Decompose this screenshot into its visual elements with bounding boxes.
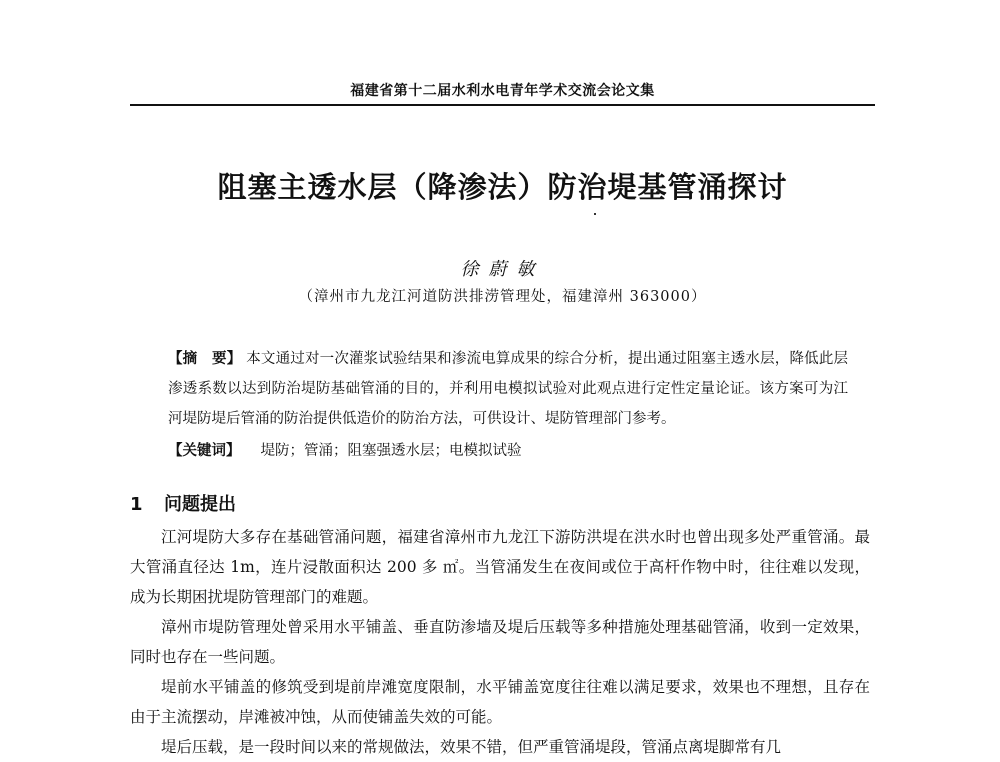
paragraph: 堤后压载，是一段时间以来的常规做法，效果不错，但严重管涌堤段，管涌点离堤脚常有几	[161, 738, 782, 756]
author-name: 徐蔚敏	[460, 259, 545, 280]
running-header: 福建省第十二届水利水电青年学术交流会论文集	[350, 83, 655, 99]
abstract-text: 本文通过对一次灌浆试验结果和渗流电算成果的综合分析，提出通过阻塞主透水层，降低此层渗透系数以达到防治堤防基础管涌的目的，并利用电模拟试验对此观点进行定性定量论证。该方案可为江河堤防堤后管涌的防治提供低造价的防治方法，可供设计、堤防管理部门参考。	[168, 351, 849, 427]
paragraph: 堤前水平铺盖的修筑受到堤前岸滩宽度限制，水平铺盖宽度往往难以满足要求，效果也不理想，且存在由于主流摆动，岸滩被冲蚀，从而使铺盖失效的可能。	[130, 678, 870, 726]
section-heading	[130, 490, 236, 516]
paper-title: 阻塞主透水层（降渗法）防治堤基管涌探讨	[217, 170, 788, 204]
keywords-text: 堤防；管涌；阻塞强透水层；电模拟试验	[260, 443, 522, 459]
abstract-label: 【摘 要】	[168, 351, 242, 367]
section-number: 1	[130, 494, 143, 515]
section-title: 问题提出	[164, 494, 236, 515]
body-text	[130, 522, 870, 762]
paragraph: 漳州市堤防管理处曾采用水平铺盖、垂直防渗墙及堤后压载等多种措施处理基础管涌，收到一定效果，同时也存在一些问题。	[130, 618, 870, 666]
keywords	[168, 436, 848, 466]
header-rule	[130, 104, 875, 106]
paragraph: 江河堤防大多存在基础管涌问题，福建省漳州市九龙江下游防洪堤在洪水时也曾出现多处严重管涌。最大管涌直径达 1m，连片浸散面积达 200 多 ㎡。当管涌发生在夜间或位于高杆作物中时，往往难以发现，成为长期困扰堤防管理部门的难题。	[130, 528, 870, 606]
keywords-label: 【关键词】	[168, 443, 241, 459]
author-affiliation: （漳州市九龙江河道防洪排涝管理处，福建漳州 363000）	[298, 289, 707, 305]
scan-speck	[594, 213, 596, 215]
abstract	[168, 344, 848, 434]
